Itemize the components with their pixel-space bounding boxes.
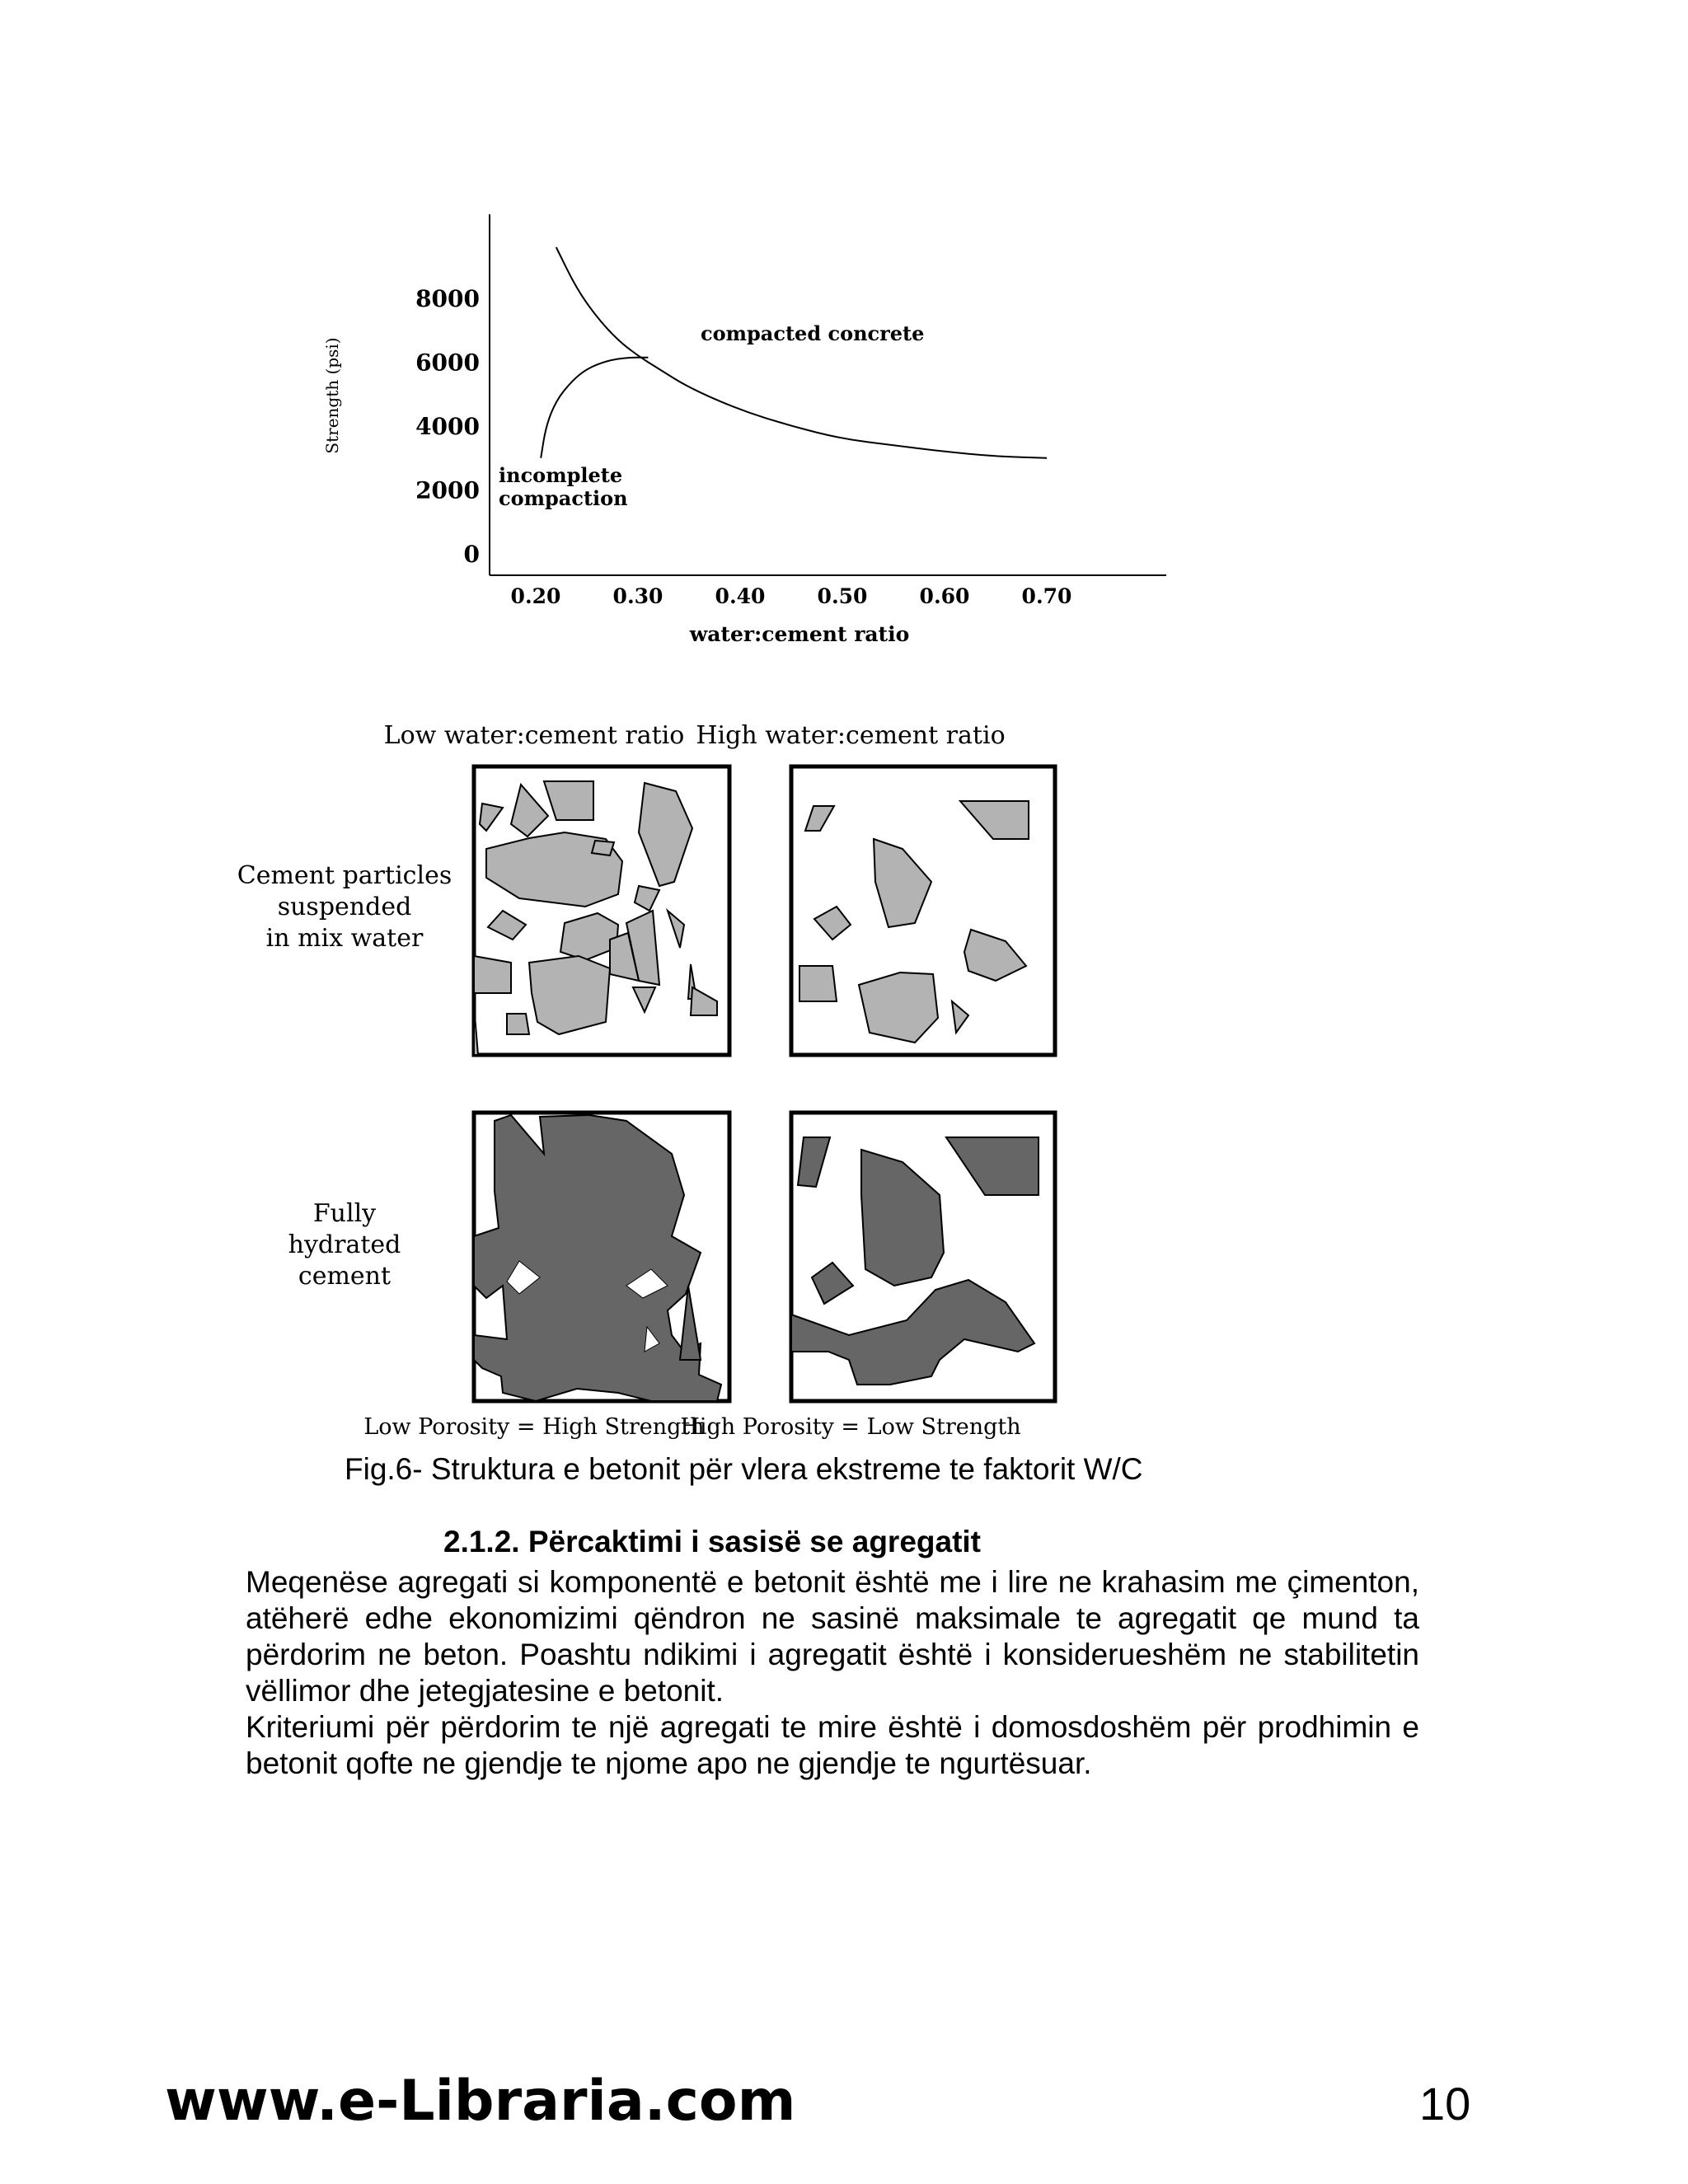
foot-low-label: Low Porosity = High Strength — [363, 1414, 705, 1440]
row-top-label-2: suspended — [277, 893, 412, 921]
y-tick-label: 6000 — [415, 349, 480, 377]
series-line — [541, 358, 648, 458]
x-axis-label: water:cement ratio — [689, 622, 910, 646]
microstructure-figure — [223, 709, 1129, 1451]
paragraph: Meqenëse agregati si komponentë e betonit është me i lire ne krahasim me çimenton, atëherë edhe ekonomizimi qëndron ne sasinë maksimale te agregatit qe mund ta përdorim ne beton. Poashtu ndikimi i agregatit është i konsiderueshëm ne stabilitetin vëllimor dhe jetegjatesine e betonit. — [246, 1565, 1419, 1708]
paragraph: Kriteriumi për përdorim te një agregati te mire është i domosdoshëm për prodhimin e betonit qofte ne gjendje te njome apo ne gjendje te ngurtësuar. — [246, 1710, 1419, 1780]
x-tick-label: 0.20 — [510, 584, 561, 608]
panel-high-hydrated — [791, 1113, 1055, 1401]
row-top-label-3: in mix water — [265, 924, 424, 953]
series-line — [556, 247, 1047, 458]
panel-low-suspended — [474, 766, 729, 1055]
series-label: compacted concrete — [701, 321, 925, 345]
x-tick-label: 0.50 — [817, 584, 868, 608]
x-tick-label: 0.40 — [715, 584, 766, 608]
y-tick-label: 4000 — [415, 413, 480, 440]
panel-low-hydrated — [474, 1113, 729, 1401]
chart-series — [541, 247, 1047, 458]
y-tick-label: 8000 — [415, 285, 480, 312]
x-tick-label: 0.60 — [919, 584, 970, 608]
series-label: compaction — [499, 486, 628, 510]
row-bottom-label-3: cement — [298, 1262, 392, 1291]
col-low-label: Low water:cement ratio — [383, 721, 685, 750]
site-url: www.e-Libraria.com — [165, 2069, 796, 2134]
chart-axes — [490, 214, 1166, 575]
panel-high-suspended — [791, 766, 1055, 1055]
foot-high-label: High Porosity = Low Strength — [680, 1414, 1021, 1440]
y-tick-label: 2000 — [415, 476, 480, 504]
section-heading: 2.1.2. Përcaktimi i sasisë se agregatit — [443, 1525, 981, 1558]
x-tick-label: 0.70 — [1021, 584, 1072, 608]
y-axis-label: Strength (psi) — [322, 337, 342, 454]
figure-caption: Fig.6- Struktura e betonit për vlera ekstreme te faktorit W/C — [345, 1452, 1143, 1486]
row-bottom-label-1: Fully — [312, 1199, 377, 1228]
col-high-label: High water:cement ratio — [696, 721, 1006, 750]
strength-chart — [297, 198, 1179, 659]
x-tick-label: 0.30 — [612, 584, 663, 608]
row-bottom-label-2: hydrated — [288, 1230, 401, 1259]
page-number: 10 — [1419, 2078, 1471, 2130]
body-text — [246, 1564, 1419, 1782]
row-top-label-1: Cement particles — [237, 861, 452, 890]
y-tick-label: 0 — [463, 541, 480, 568]
series-label: incomplete — [499, 463, 623, 487]
